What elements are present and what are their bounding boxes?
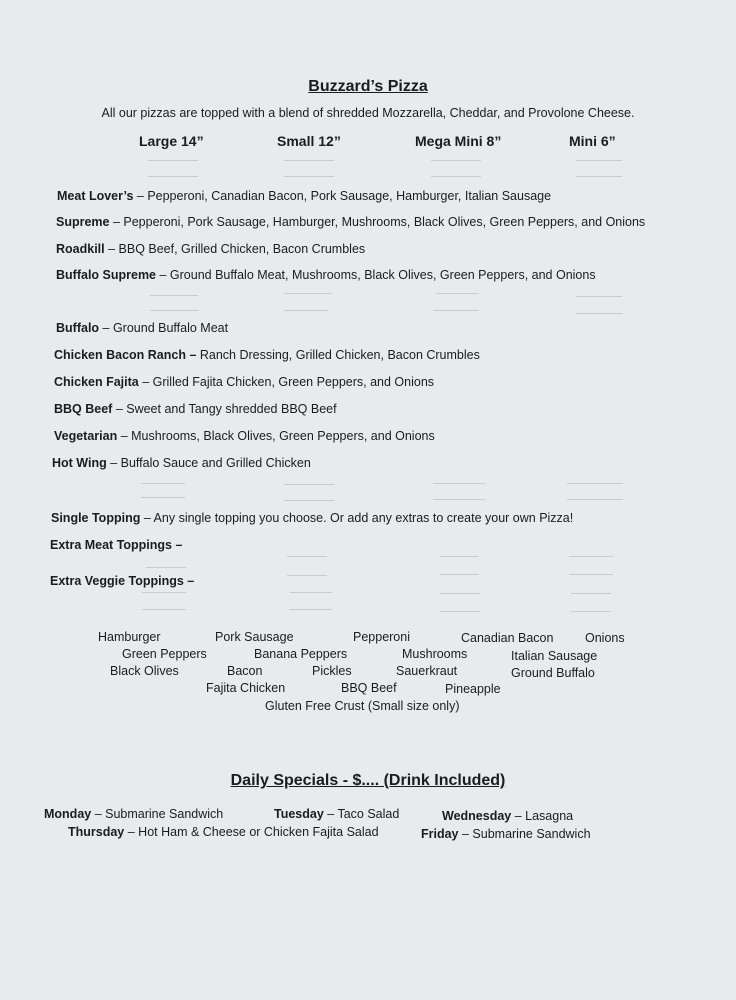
extra-meat-toppings-label: Extra Meat Toppings –	[50, 538, 183, 552]
price-blank	[567, 499, 623, 500]
pizza-hot-wing: Hot Wing – Buffalo Sauce and Grilled Chicken	[52, 456, 311, 470]
price-blank	[142, 592, 186, 593]
price-blank	[440, 574, 478, 575]
topping: BBQ Beef	[341, 681, 397, 695]
price-blank	[284, 484, 334, 485]
topping: Black Olives	[110, 664, 179, 678]
price-blank	[440, 556, 478, 557]
price-blank	[290, 609, 332, 610]
pizza-chicken-fajita: Chicken Fajita – Grilled Fajita Chicken, Green Peppers, and Onions	[54, 375, 435, 389]
special-friday: Friday – Submarine Sandwich	[421, 827, 591, 841]
topping: Pork Sausage	[215, 630, 294, 644]
price-blank	[433, 483, 485, 484]
price-blank	[431, 160, 481, 161]
price-blank	[284, 160, 334, 161]
topping: Mushrooms	[402, 647, 468, 661]
pizza-roadkill: Roadkill – BBQ Beef, Grilled Chicken, Bacon Crumbles	[56, 242, 366, 256]
topping: Sauerkraut	[396, 664, 458, 678]
price-blank	[569, 574, 613, 575]
price-blank	[142, 609, 186, 610]
topping: Pepperoni	[353, 630, 410, 644]
topping: Bacon	[227, 664, 263, 678]
price-blank	[290, 592, 332, 593]
price-blank	[141, 497, 185, 498]
topping: Pickles	[312, 664, 352, 678]
size-small: Small 12”	[277, 133, 341, 149]
specials-title: Daily Specials - $.... (Drink Included)	[230, 772, 506, 789]
price-blank	[440, 593, 480, 594]
topping: Green Peppers	[122, 647, 207, 661]
size-mini: Mini 6”	[569, 133, 616, 149]
size-large: Large 14”	[139, 133, 204, 149]
price-blank	[440, 611, 480, 612]
topping: Pineapple	[445, 682, 501, 696]
gluten-free-note: Gluten Free Crust (Small size only)	[265, 699, 460, 713]
special-tuesday: Tuesday – Taco Salad	[274, 807, 400, 821]
price-blank	[284, 176, 334, 177]
extra-veggie-toppings-label: Extra Veggie Toppings –	[50, 574, 195, 588]
topping: Hamburger	[98, 630, 161, 644]
price-blank	[433, 499, 485, 500]
price-blank	[569, 556, 613, 557]
topping: Fajita Chicken	[206, 681, 286, 695]
price-blank	[287, 556, 327, 557]
price-blank	[146, 567, 186, 568]
price-blank	[148, 160, 198, 161]
special-monday: Monday – Submarine Sandwich	[44, 807, 224, 821]
menu-subtitle: All our pizzas are topped with a blend of shredded Mozzarella, Cheddar, and Provolone Cheese.	[101, 106, 635, 120]
special-thursday: Thursday – Hot Ham & Cheese or Chicken Fajita Salad	[68, 825, 379, 839]
price-blank	[576, 176, 622, 177]
topping: Italian Sausage	[511, 649, 598, 663]
price-blank	[284, 310, 328, 311]
size-mega-mini: Mega Mini 8”	[415, 133, 502, 149]
topping: Onions	[585, 631, 625, 645]
price-blank	[434, 310, 478, 311]
pizza-chicken-bacon-ranch: Chicken Bacon Ranch – Ranch Dressing, Grilled Chicken, Bacon Crumbles	[54, 348, 480, 362]
price-blank	[287, 575, 327, 576]
price-blank	[431, 176, 481, 177]
price-blank	[150, 310, 198, 311]
price-blank	[141, 483, 185, 484]
price-blank	[571, 611, 611, 612]
pizza-vegetarian: Vegetarian – Mushrooms, Black Olives, Green Peppers, and Onions	[54, 429, 435, 443]
menu-title: Buzzard’s Pizza	[308, 78, 428, 95]
price-blank	[567, 483, 623, 484]
topping: Ground Buffalo	[511, 666, 595, 680]
topping: Banana Peppers	[254, 647, 348, 661]
price-blank	[284, 293, 332, 294]
price-blank	[150, 295, 198, 296]
pizza-buffalo: Buffalo – Ground Buffalo Meat	[56, 321, 229, 335]
pizza-supreme: Supreme – Pepperoni, Pork Sausage, Hamburger, Mushrooms, Black Olives, Green Peppers, and Onions	[56, 215, 646, 229]
pizza-buffalo-supreme: Buffalo Supreme – Ground Buffalo Meat, Mushrooms, Black Olives, Green Peppers, and Onions	[56, 268, 596, 282]
price-blank	[576, 313, 622, 314]
pizza-bbq-beef: BBQ Beef – Sweet and Tangy shredded BBQ Beef	[54, 402, 337, 416]
price-blank	[436, 293, 478, 294]
single-topping: Single Topping – Any single topping you choose. Or add any extras to create your own Pizza!	[51, 511, 574, 525]
pizza-meat-lovers: Meat Lover’s – Pepperoni, Canadian Bacon, Pork Sausage, Hamburger, Italian Sausage	[57, 189, 552, 203]
topping: Canadian Bacon	[461, 631, 554, 645]
price-blank	[284, 500, 334, 501]
price-blank	[576, 296, 622, 297]
price-blank	[571, 593, 611, 594]
price-blank	[576, 160, 622, 161]
special-wednesday: Wednesday – Lasagna	[442, 809, 574, 823]
price-blank	[148, 176, 198, 177]
